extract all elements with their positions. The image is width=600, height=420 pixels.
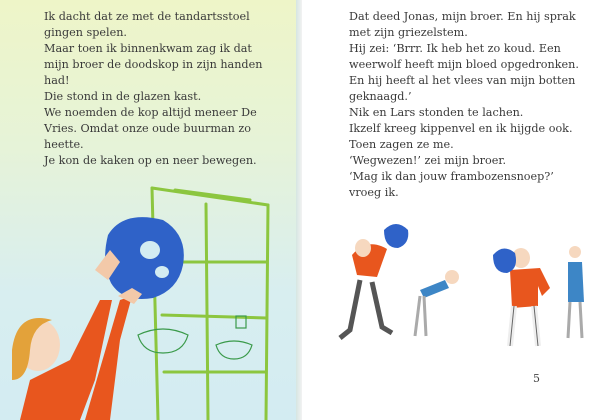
text-line: heette. <box>44 138 84 151</box>
text-line: Maar toen ik binnenkwam zag ik dat <box>44 42 252 55</box>
text-line: mijn broer de doodskop in zijn handen <box>44 58 263 71</box>
text-line: Nik en Lars stonden te lachen. <box>349 106 524 119</box>
text-line: geknaagd.’ <box>349 90 412 103</box>
text-line: En hij heeft al het vlees van mijn botten <box>349 74 576 87</box>
text-line: Dat deed Jonas, mijn broer. En hij sprak <box>349 10 576 23</box>
left-page <box>0 0 298 420</box>
text-line: Hij zei: ‘Brrr. Ik heb het zo koud. Een <box>349 42 561 55</box>
page-number: 5 <box>533 372 540 385</box>
text-line: ‘Mag ik dan jouw frambozensnoep?’ <box>349 170 554 183</box>
text-line: Toen zagen ze me. <box>349 138 454 151</box>
figure-brother-1 <box>340 224 408 338</box>
glass-cabinet <box>152 188 268 420</box>
right-page-text <box>349 9 579 201</box>
skull <box>105 217 184 299</box>
text-line: weerwolf heeft mijn bloed opgedronken. <box>349 58 579 71</box>
illustration-skull-cabinet <box>0 0 298 420</box>
text-line: vroeg ik. <box>349 186 399 199</box>
text-line: ‘Wegwezen!’ zei mijn broer. <box>349 154 507 167</box>
text-line: Vries. Omdat onze oude buurman zo <box>44 122 252 135</box>
text-line: met zijn griezelstem. <box>349 26 468 39</box>
text-line: gingen spelen. <box>44 26 127 39</box>
figure-boy-2 <box>568 246 584 338</box>
text-line: Die stond in de glazen kast. <box>44 90 202 103</box>
text-line: had! <box>44 74 70 87</box>
text-line: We noemden de kop altijd meneer De <box>44 106 257 119</box>
figure-boy-1 <box>415 270 459 336</box>
figure-brother-2 <box>493 248 550 346</box>
text-line: Ikzelf kreeg kippenvel en ik hijgde ook. <box>349 122 573 135</box>
text-line: Je kon de kaken op en neer bewegen. <box>44 154 257 167</box>
text-line: Ik dacht dat ze met de tandartsstoel <box>44 10 250 23</box>
